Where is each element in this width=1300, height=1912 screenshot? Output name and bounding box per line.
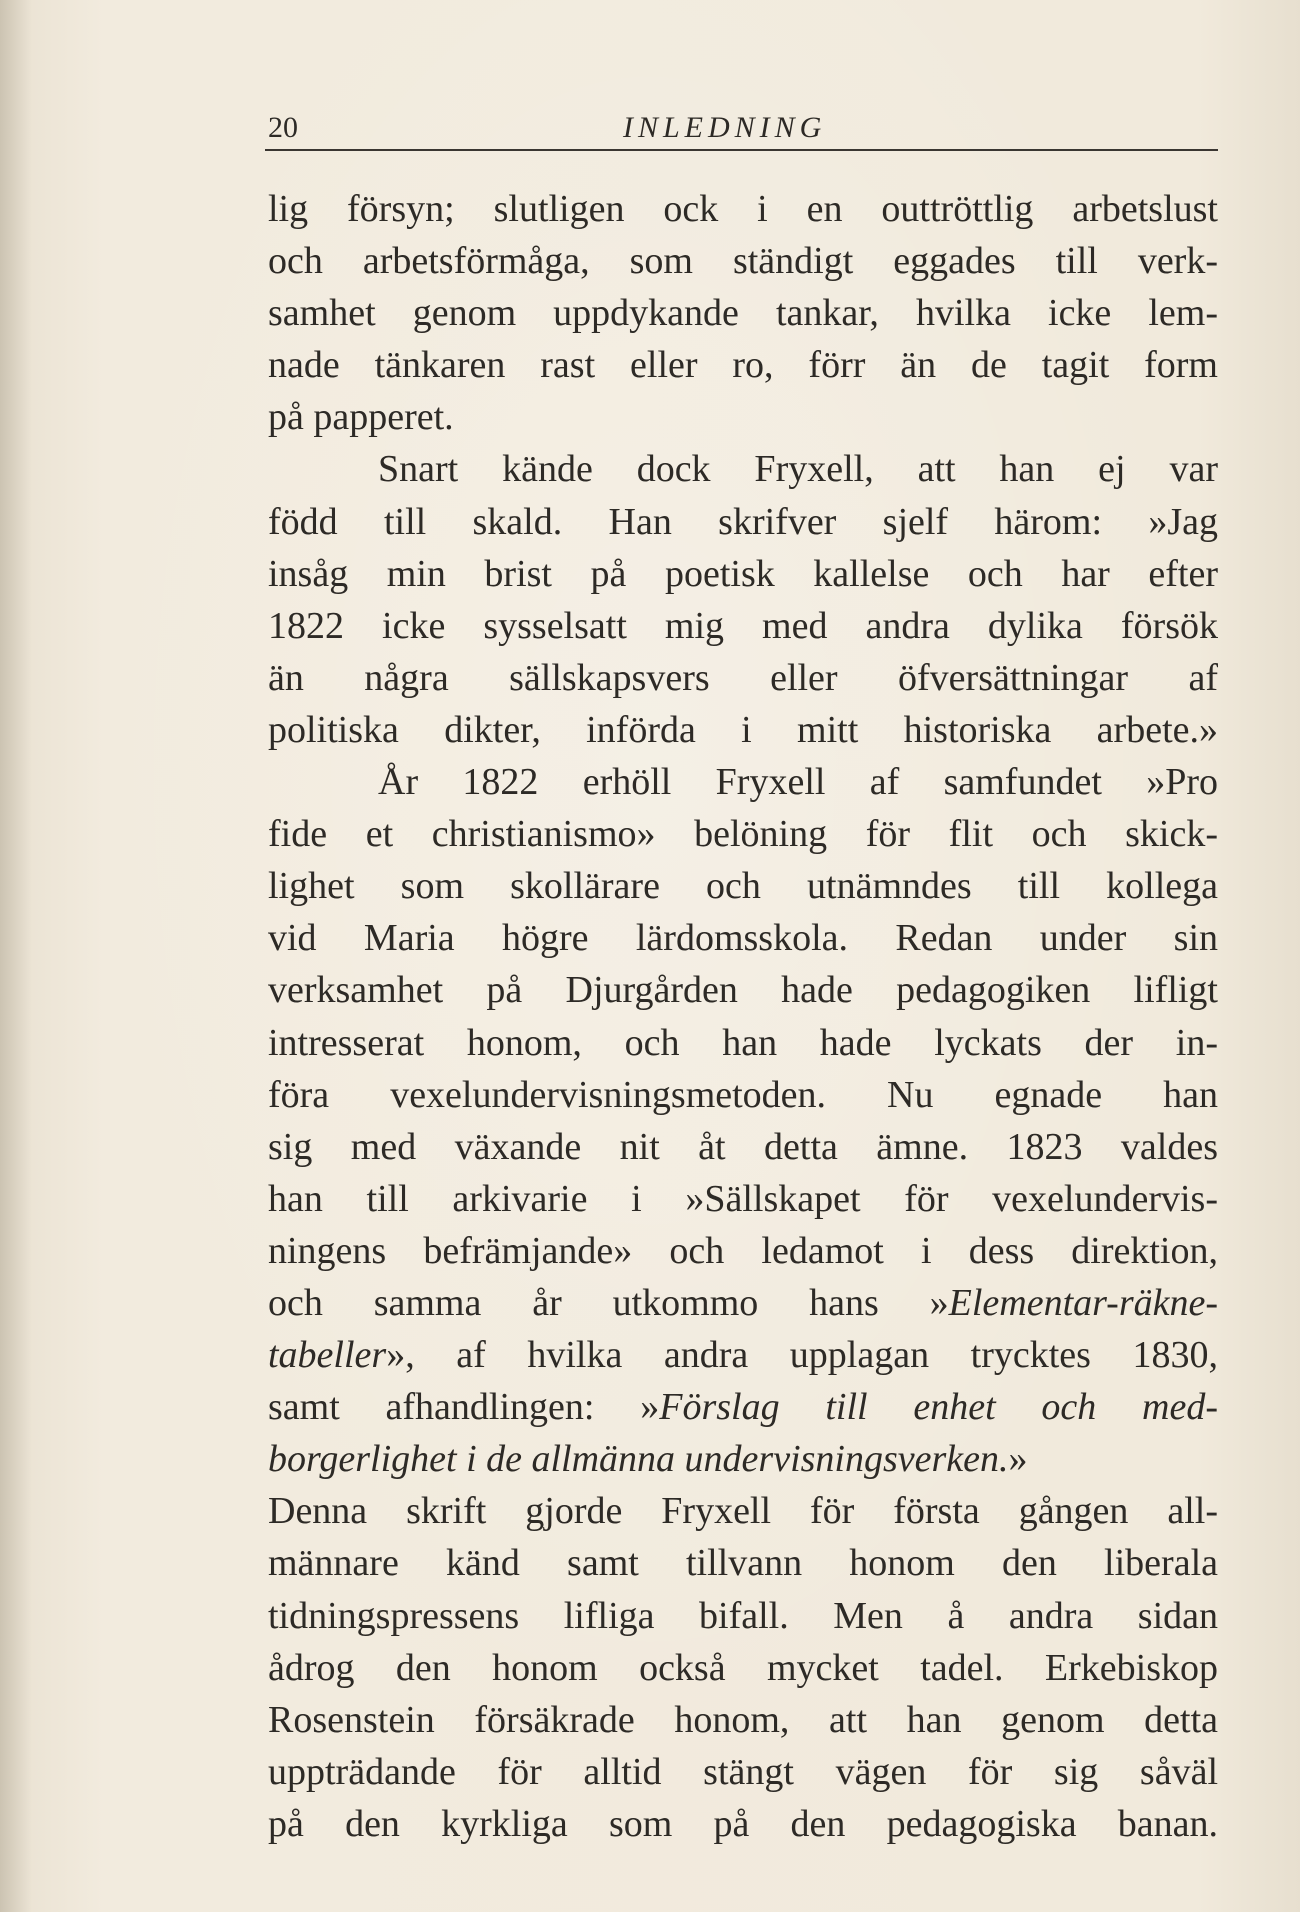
page-edge-shadow — [0, 0, 32, 1912]
body-text — [268, 183, 1218, 1845]
text-line — [268, 1433, 1218, 1485]
text-line: ådrog den honom också mycket tadel. Erkebiskop — [268, 1646, 1218, 1689]
text-line: född till skald. Han skrifver sjelf härom: »Jag — [268, 500, 1218, 543]
text-segment: och samma år utkommo hans » — [268, 1281, 949, 1324]
text-line: lig försyn; slutligen ock i en outtröttlig arbetslust — [268, 188, 1218, 230]
page-header — [268, 108, 1218, 148]
text-line: politiska dikter, införda i mitt historiska arbete.» — [268, 708, 1218, 751]
text-line: på papperet. — [268, 396, 454, 439]
text-line: År 1822 erhöll Fryxell af samfundet »Pro — [378, 761, 1218, 804]
header-rule — [265, 149, 1218, 151]
text-segment: samt afhandlingen: » — [268, 1386, 660, 1429]
text-line: på den kyrkliga som på den pedagogiska banan. — [268, 1802, 1218, 1845]
text-line: nade tänkaren rast eller ro, förr än de tagit form — [268, 344, 1218, 387]
italic-title: Elementar-räkne- — [948, 1281, 1218, 1324]
text-line: 1822 icke sysselsatt mig med andra dylika försök — [268, 604, 1218, 647]
text-line — [268, 1277, 1218, 1329]
text-line: männare känd samt tillvann honom den liberala — [268, 1542, 1218, 1585]
text-line: än några sällskapsvers eller öfversättningar af — [268, 656, 1218, 699]
text-line: uppträdande för alltid stängt vägen för sig såväl — [268, 1750, 1218, 1793]
text-line: tidningspressens lifliga bifall. Men å andra sidan — [268, 1594, 1218, 1637]
text-line: Denna skrift gjorde Fryxell för första gången all- — [268, 1490, 1218, 1533]
text-line: Snart kände dock Fryxell, att han ej var — [378, 448, 1218, 491]
text-line — [268, 1329, 1218, 1381]
text-line — [268, 1381, 1218, 1433]
page-number: 20 — [268, 111, 298, 144]
text-line: insåg min brist på poetisk kallelse och har efter — [268, 552, 1218, 595]
text-line: fide et christianismo» belöning för flit och skick- — [268, 813, 1218, 856]
text-segment: », af hvilka andra upplagan trycktes 1830, — [386, 1334, 1218, 1377]
italic-title: tabeller — [268, 1334, 387, 1377]
running-title: INLEDNING — [623, 111, 827, 144]
text-line: vid Maria högre lärdomsskola. Redan under sin — [268, 917, 1218, 960]
text-line: intresserat honom, och han hade lyckats der in- — [268, 1021, 1218, 1064]
text-line: verksamhet på Djurgården hade pedagogiken lifligt — [268, 969, 1218, 1012]
italic-title: Förslag till enhet och med- — [659, 1386, 1218, 1429]
text-line: Rosenstein försäkrade honom, att han genom detta — [268, 1698, 1218, 1741]
text-line: ningens befrämjande» och ledamot i dess direktion, — [268, 1229, 1218, 1272]
text-line: sig med växande nit åt detta ämne. 1823 valdes — [268, 1125, 1218, 1168]
italic-title: borgerlighet i de allmänna undervisningsverken. — [268, 1438, 1009, 1481]
text-line: han till arkivarie i »Sällskapet för vexelundervis- — [268, 1177, 1218, 1220]
text-line: lighet som skollärare och utnämndes till kollega — [268, 865, 1218, 908]
text-line: föra vexelundervisningsmetoden. Nu egnade han — [268, 1073, 1218, 1116]
text-segment: » — [1008, 1438, 1028, 1481]
text-line: samhet genom uppdykande tankar, hvilka icke lem- — [268, 292, 1218, 335]
text-line: och arbetsförmåga, som ständigt eggades till verk- — [268, 240, 1218, 283]
